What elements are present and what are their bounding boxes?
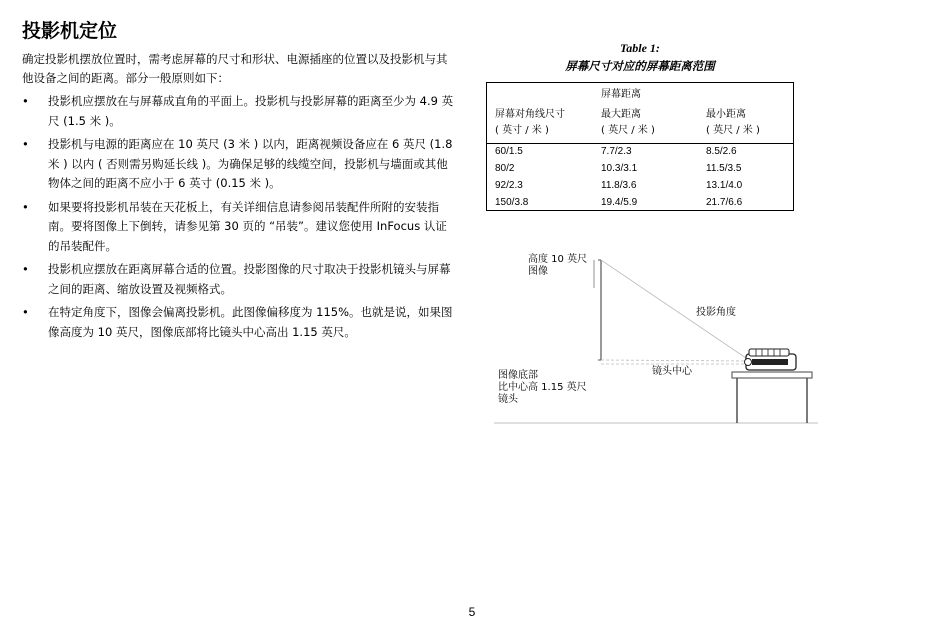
bullet-marker: •	[22, 262, 29, 276]
list-item-text: 在特定角度下，图像会偏离投影机。此图像偏移度为 115%。也就是说，如果图像高度为 10 英尺，图像底部将比镜头中心高出 1.15 英尺。	[48, 305, 453, 339]
bullet-marker: •	[22, 94, 29, 108]
label-image: 图像	[528, 266, 548, 277]
projector-icon	[745, 349, 797, 370]
label-image-bottom: 图像底部	[498, 370, 538, 381]
table-cell: 80/2	[495, 163, 515, 174]
label-offset: 比中心高 1.15 英尺	[498, 382, 587, 393]
table-header-screen-size-unit: ( 英寸 / 米 )	[495, 125, 549, 136]
table-top	[732, 372, 812, 378]
table-cell: 60/1.5	[495, 146, 523, 157]
label-lens: 镜头	[498, 394, 518, 405]
projection-diagram	[490, 248, 830, 438]
projection-bottom-ray	[601, 360, 746, 361]
table-cell: 7.7/2.3	[601, 146, 632, 157]
table-header-max-distance-unit: ( 英尺 / 米 )	[601, 125, 655, 136]
intro-paragraph: 确定投影机摆放位置时，需考虑屏幕的尺寸和形状、电源插座的位置以及投影机与其他设备之间的距离。部分一般原则如下：	[22, 52, 448, 85]
bullet-marker: •	[22, 199, 29, 214]
list-item	[22, 303, 458, 342]
page-number: 5	[468, 605, 476, 619]
list-item	[22, 198, 458, 257]
table-caption-number: Table 1:	[620, 41, 660, 55]
label-image-height: 高度 10 英尺	[528, 254, 588, 265]
table-cell: 19.4/5.9	[601, 197, 638, 208]
table-group-header: 屏幕距离	[601, 89, 641, 100]
label-lens-center: 镜头中心	[652, 366, 692, 377]
table-cell: 10.3/3.1	[601, 163, 638, 174]
table-header-min-distance-unit: ( 英尺 / 米 )	[706, 125, 760, 136]
list-item-text: 投影机与电源的距离应在 10 英尺 (3 米 ) 以内，距离视频设备应在 6 英尺 (1.8 米 ) 以内 ( 否则需另购延长线 )。为确保足够的线缆空间，投影机与墙面或其他物体之间的距离不应小于 6 英寸 (0.15 米 )。	[48, 137, 453, 190]
list-item-text: 投影机应摆放在距离屏幕合适的位置。投影图像的尺寸取决于投影机镜头与屏幕之间的距离、缩放设置及视频格式。	[48, 262, 451, 296]
bullet-marker: •	[22, 305, 29, 319]
table-cell: 150/3.8	[495, 197, 529, 208]
table-cell: 11.8/3.6	[601, 180, 637, 191]
table-cell: 13.1/4.0	[706, 180, 743, 191]
label-projection-angle: 投影角度	[696, 307, 736, 318]
list-item-text: 投影机应摆放在与屏幕成直角的平面上。投影机与投影屏幕的距离至少为 4.9 英尺 (1.5 米 )。	[48, 94, 454, 128]
bullet-marker: •	[22, 137, 29, 151]
list-item	[22, 92, 458, 131]
page-title: 投影机定位	[22, 20, 118, 42]
table-cell: 21.7/6.6	[706, 197, 743, 208]
table-cell: 8.5/2.6	[706, 146, 737, 157]
list-item-text: 如果要将投影机吊装在天花板上，有关详细信息请参阅吊装配件所附的安装指南。要将图像上下倒转，请参见第 30 页的 “吊装”。建议您使用 InFocus 认证的吊装配件。	[48, 199, 447, 253]
table-header-max-distance: 最大距离	[601, 109, 641, 120]
table-header-divider	[487, 143, 793, 144]
table-header-screen-size: 屏幕对角线尺寸	[495, 109, 565, 120]
guideline-list	[22, 92, 458, 346]
list-item	[22, 135, 458, 194]
table-caption-title: 屏幕尺寸对应的屏幕距离范围	[565, 59, 715, 73]
table-cell: 11.5/3.5	[706, 163, 742, 174]
list-item	[22, 260, 458, 299]
distance-table	[486, 82, 794, 211]
table-cell: 92/2.3	[495, 180, 523, 191]
table-header-min-distance: 最小距离	[706, 109, 746, 120]
